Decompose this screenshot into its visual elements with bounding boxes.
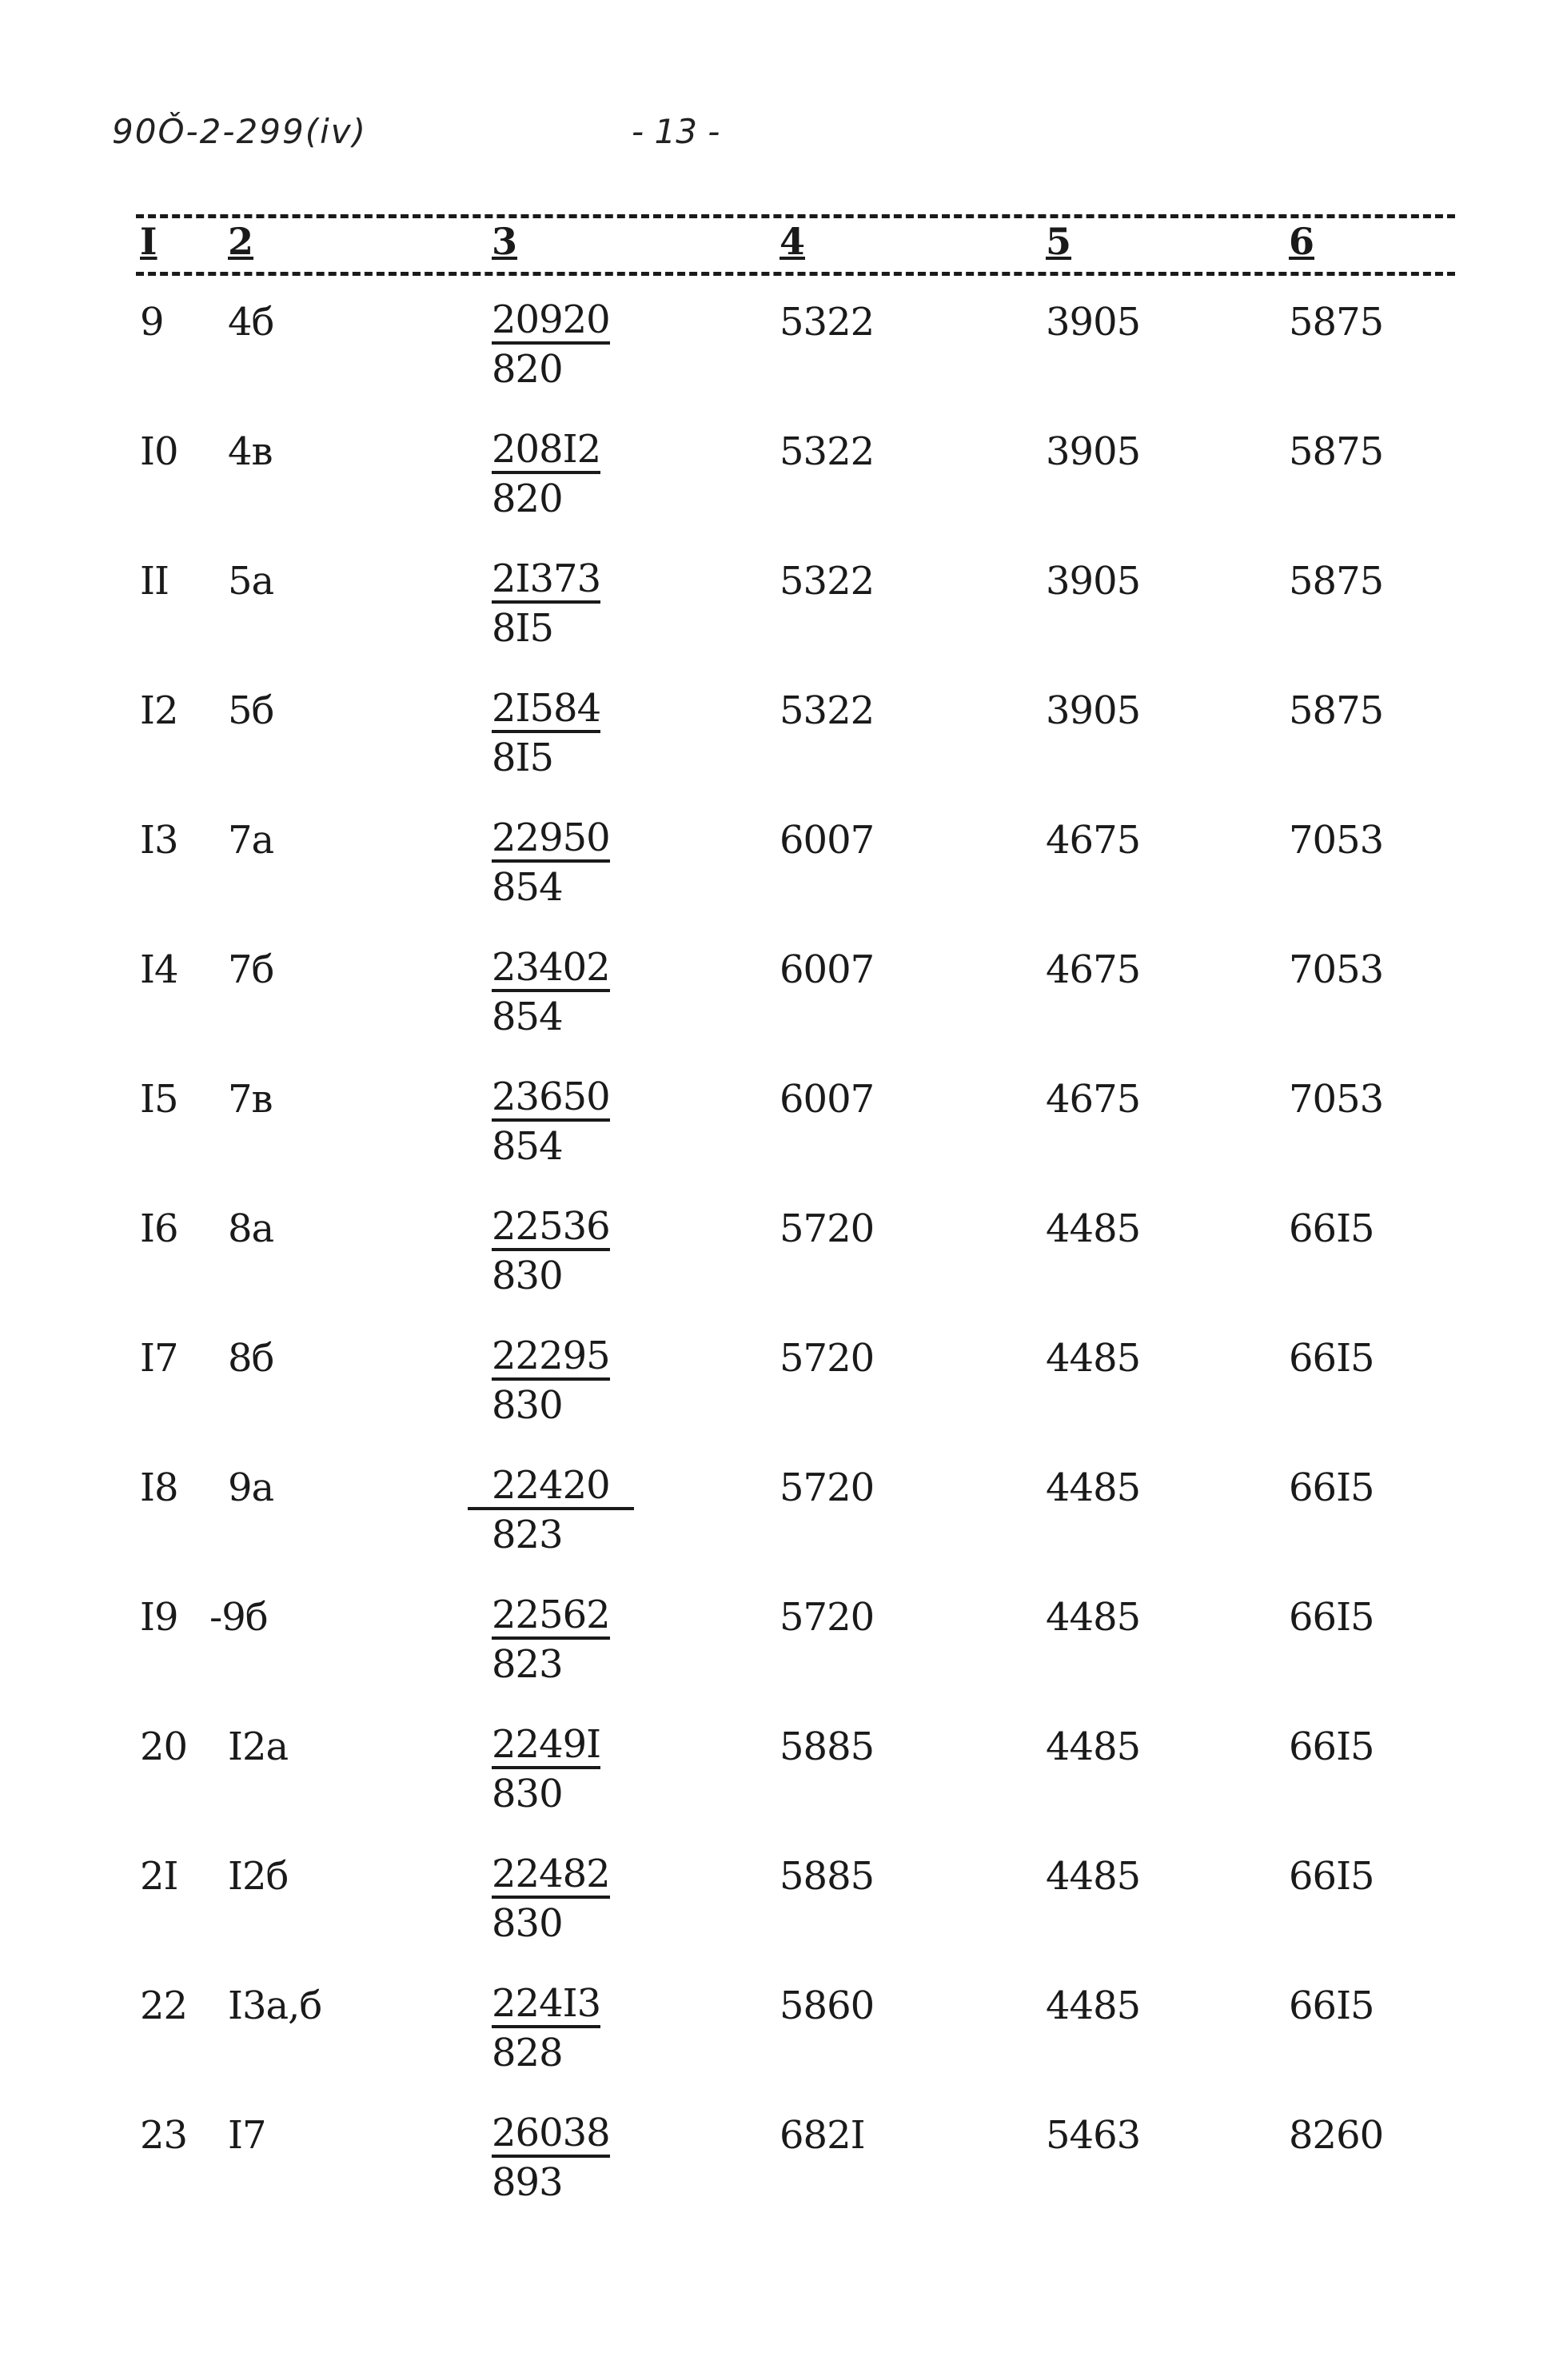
fraction-denominator: 854 [492, 865, 563, 911]
cell-fraction [492, 1336, 610, 1431]
fraction-denominator: 820 [492, 347, 563, 393]
fraction-numerator: 2I373 [492, 559, 600, 604]
cell-fraction [492, 556, 601, 654]
cell-section: -9б [209, 1595, 268, 1640]
fraction-denominator: 830 [492, 1383, 563, 1429]
cell-col4: 5720 [780, 1595, 875, 1640]
table-row [0, 1595, 1567, 1724]
cell-fraction [492, 1854, 610, 1949]
cell-col5: 3905 [1046, 300, 1141, 345]
cell-number: I8 [140, 1465, 178, 1510]
cell-section: 7a [228, 818, 274, 863]
cell-number: I3 [140, 818, 178, 863]
table-row [0, 297, 1567, 429]
page-number: - 13 - [632, 112, 720, 151]
fraction-numerator: 22950 [492, 818, 610, 863]
cell-col6: 7053 [1289, 818, 1384, 863]
cell-col4: 5885 [780, 1724, 875, 1769]
table-header-row [0, 220, 1567, 268]
fraction-numerator: 22482 [492, 1854, 610, 1899]
cell-section: 8a [228, 1206, 274, 1251]
table-row [0, 1206, 1567, 1336]
cell-section: 9a [228, 1465, 274, 1510]
cell-col4: 5322 [780, 300, 875, 345]
fraction-numerator: 23402 [492, 947, 610, 992]
cell-col6: 5875 [1289, 559, 1384, 604]
cell-col4: 5322 [780, 688, 875, 733]
fraction-numerator: 26038 [492, 2113, 610, 2158]
cell-col5: 3905 [1046, 688, 1141, 733]
cell-col6: 7053 [1289, 947, 1384, 992]
table-row [0, 1465, 1567, 1595]
document-code: 90Ǒ-2-299(iv) [112, 112, 367, 151]
fraction-denominator: 8I5 [492, 606, 554, 652]
cell-section: 4б [228, 300, 274, 345]
cell-number: 20 [140, 1724, 188, 1769]
cell-fraction [492, 1983, 600, 2079]
cell-fraction [492, 1465, 634, 1561]
column-header-1: I [140, 220, 157, 263]
cell-section: 7б [228, 947, 274, 992]
cell-col6: 66I5 [1289, 1336, 1374, 1381]
cell-col6: 5875 [1289, 688, 1384, 733]
cell-number: I7 [140, 1336, 178, 1381]
cell-fraction [492, 297, 610, 395]
cell-fraction [492, 429, 600, 524]
cell-col5: 4485 [1046, 1206, 1141, 1251]
fraction-numerator: 208I2 [492, 429, 600, 474]
fraction-denominator: 854 [492, 1124, 563, 1170]
table-row [0, 815, 1567, 947]
fraction-denominator: 830 [492, 1772, 563, 1817]
cell-fraction [492, 2113, 610, 2208]
cell-number: I2 [140, 688, 178, 733]
cell-col5: 4485 [1046, 1854, 1141, 1899]
cell-section: 8б [228, 1336, 274, 1381]
fraction-numerator: 20920 [492, 300, 610, 345]
cell-section: 5a [228, 559, 274, 604]
cell-number: I4 [140, 947, 178, 992]
table-row [0, 1336, 1567, 1465]
cell-col5: 5463 [1046, 2113, 1141, 2158]
column-header-2: 2 [228, 220, 254, 263]
cell-fraction [492, 688, 600, 783]
table-row [0, 688, 1567, 818]
cell-section: 7в [228, 1077, 273, 1122]
cell-col5: 4485 [1046, 1595, 1141, 1640]
cell-col5: 4675 [1046, 818, 1141, 863]
cell-col6: 66I5 [1289, 1595, 1374, 1640]
table-row [0, 1724, 1567, 1854]
cell-col4: 5720 [780, 1336, 875, 1381]
fraction-denominator: 8I5 [492, 736, 554, 781]
cell-col6: 66I5 [1289, 1206, 1374, 1251]
cell-section: I7 [228, 2113, 266, 2158]
fraction-denominator: 854 [492, 995, 563, 1040]
cell-col5: 4485 [1046, 1983, 1141, 2028]
cell-col4: 6007 [780, 1077, 875, 1122]
fraction-denominator: 823 [492, 1513, 563, 1558]
table-row [0, 1983, 1567, 2113]
table-row [0, 1074, 1567, 1206]
column-header-6: 6 [1289, 220, 1315, 263]
table-header-rule [136, 272, 1455, 276]
table-top-rule [136, 214, 1455, 218]
cell-number: 2I [140, 1854, 178, 1899]
cell-fraction [492, 1724, 600, 1820]
cell-col4: 5322 [780, 559, 875, 604]
cell-col6: 66I5 [1289, 1465, 1374, 1510]
table-row [0, 2113, 1567, 2242]
fraction-denominator: 823 [492, 1642, 563, 1688]
cell-col4: 5860 [780, 1983, 875, 2028]
column-header-4: 4 [780, 220, 806, 263]
cell-col4: 5885 [780, 1854, 875, 1899]
cell-number: 23 [140, 2113, 188, 2158]
cell-col5: 3905 [1046, 559, 1141, 604]
cell-number: I6 [140, 1206, 178, 1251]
cell-col5: 4485 [1046, 1724, 1141, 1769]
fraction-denominator: 830 [492, 1901, 563, 1947]
table-row [0, 1854, 1567, 1983]
cell-col6: 5875 [1289, 300, 1384, 345]
cell-fraction [492, 947, 610, 1042]
cell-section: 5б [228, 688, 274, 733]
table-row [0, 947, 1567, 1077]
cell-col4: 6007 [780, 818, 875, 863]
cell-col6: 5875 [1289, 429, 1384, 474]
table-row [0, 556, 1567, 688]
column-header-5: 5 [1046, 220, 1072, 263]
fraction-denominator: 830 [492, 1254, 563, 1299]
cell-fraction [492, 1074, 610, 1172]
cell-col5: 3905 [1046, 429, 1141, 474]
cell-col5: 4675 [1046, 947, 1141, 992]
cell-section: I2б [228, 1854, 289, 1899]
cell-number: II [140, 559, 169, 604]
cell-col6: 8260 [1289, 2113, 1384, 2158]
fraction-numerator: 224I3 [492, 1983, 600, 2028]
cell-col6: 66I5 [1289, 1724, 1374, 1769]
fraction-numerator: 22536 [492, 1206, 610, 1251]
cell-number: 22 [140, 1983, 188, 2028]
fraction-denominator: 893 [492, 2160, 563, 2206]
table-row [0, 429, 1567, 559]
cell-number: 9 [140, 300, 164, 345]
cell-col5: 4485 [1046, 1465, 1141, 1510]
fraction-numerator: 2I584 [492, 688, 600, 733]
fraction-numerator: 22295 [492, 1336, 610, 1381]
cell-fraction [492, 815, 610, 913]
fraction-numerator: 22562 [492, 1595, 610, 1640]
cell-fraction [492, 1595, 610, 1690]
fraction-denominator: 820 [492, 476, 563, 522]
cell-section: 4в [228, 429, 273, 474]
cell-number: I9 [140, 1595, 178, 1640]
cell-section: I2a [228, 1724, 289, 1769]
cell-section: I3a,б [228, 1983, 322, 2028]
fraction-denominator: 828 [492, 2031, 563, 2076]
cell-col4: 6007 [780, 947, 875, 992]
cell-number: I5 [140, 1077, 178, 1122]
cell-col4: 682I [780, 2113, 865, 2158]
cell-col4: 5322 [780, 429, 875, 474]
cell-col5: 4485 [1046, 1336, 1141, 1381]
cell-col6: 7053 [1289, 1077, 1384, 1122]
fraction-numerator: 23650 [492, 1077, 610, 1122]
cell-number: I0 [140, 429, 178, 474]
fraction-numerator: 2249I [492, 1724, 600, 1769]
column-header-3: 3 [492, 220, 518, 263]
cell-col6: 66I5 [1289, 1983, 1374, 2028]
cell-col4: 5720 [780, 1465, 875, 1510]
cell-col5: 4675 [1046, 1077, 1141, 1122]
cell-col6: 66I5 [1289, 1854, 1374, 1899]
fraction-numerator: 22420 [468, 1465, 634, 1510]
cell-col4: 5720 [780, 1206, 875, 1251]
cell-fraction [492, 1206, 610, 1302]
